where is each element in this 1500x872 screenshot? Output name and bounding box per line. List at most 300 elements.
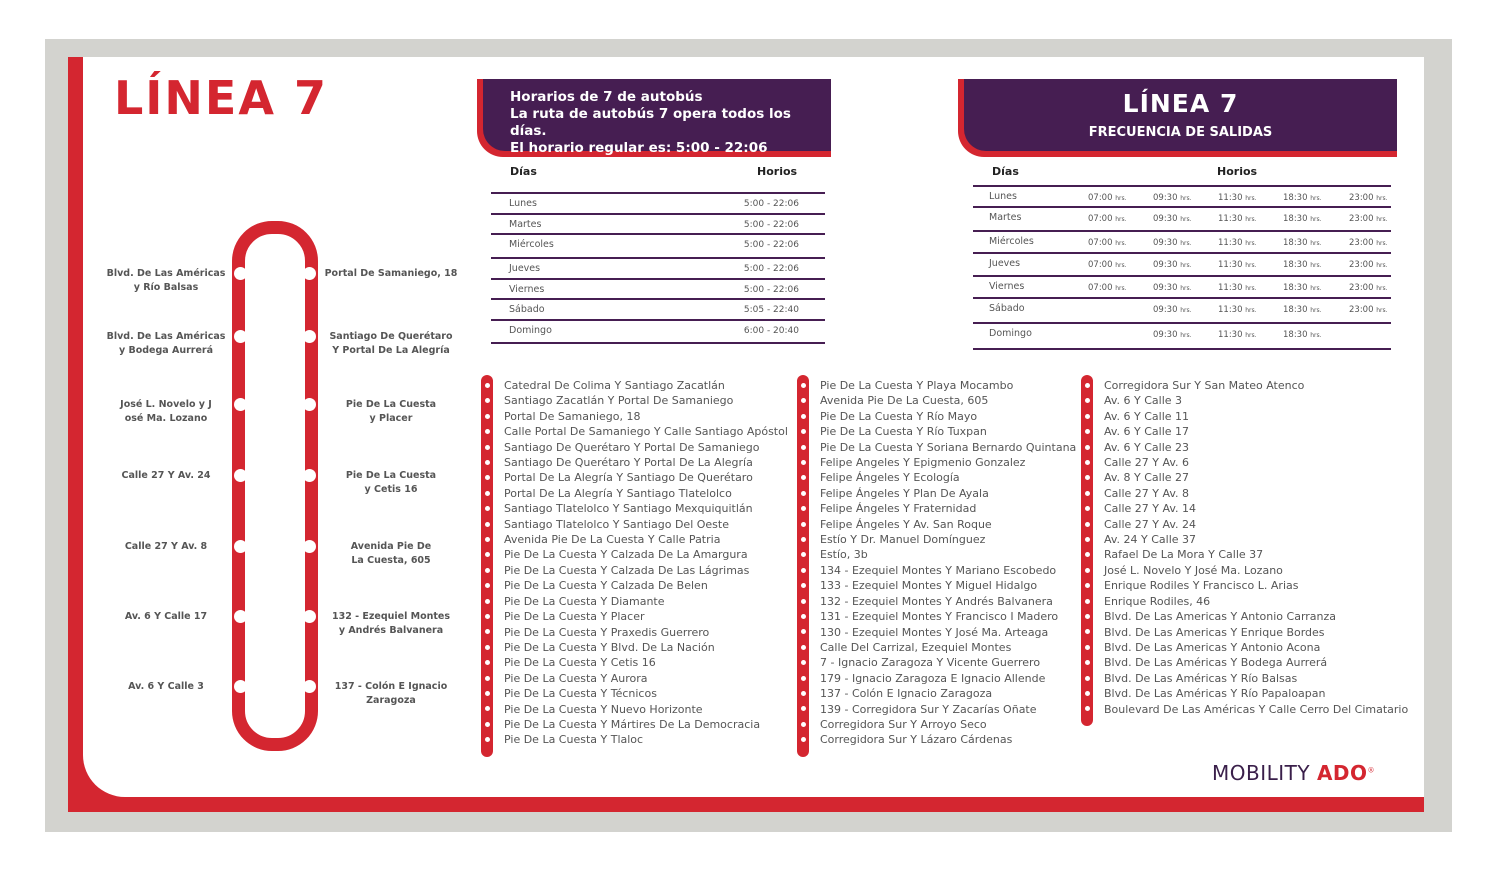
stop-list-item: Blvd. De Las Américas Y Bodega Aurrerá: [1104, 656, 1328, 670]
stop-list-item: 137 - Colón E Ignacio Zaragoza: [820, 687, 993, 701]
frequency-time: [1153, 283, 1192, 293]
stop-list-item: Av. 8 Y Calle 27: [1104, 471, 1190, 485]
stop-bullet-icon: [1085, 475, 1090, 480]
frequency-time-value: 11:30: [1218, 305, 1243, 315]
frequency-time: [1283, 283, 1322, 293]
stop-bullet-icon: [485, 460, 490, 465]
frequency-header: [958, 79, 1397, 157]
stop-bullet-icon: [801, 583, 806, 588]
schedule-row: [491, 192, 825, 213]
frequency-time-unit: hrs.: [1180, 285, 1192, 292]
stop-bullet-icon: [485, 445, 490, 450]
frequency-time-value: 23:00: [1349, 214, 1374, 224]
frequency-time-value: 18:30: [1283, 193, 1308, 203]
frequency-time-value: 18:30: [1283, 330, 1308, 340]
route-stop-label-right: [322, 540, 460, 567]
frequency-time: [1283, 305, 1322, 315]
stop-bullet-icon: [1085, 583, 1090, 588]
frequency-time-value: 07:00: [1088, 193, 1113, 203]
route-stop-label-line: y Andrés Balvanera: [338, 624, 444, 636]
schedule-day: Jueves: [509, 263, 541, 274]
frequency-time: [1283, 193, 1322, 203]
frequency-time-value: 07:00: [1088, 238, 1113, 248]
stop-list-item: Pie De La Cuesta Y Calzada De Belen: [504, 579, 708, 593]
frequency-time-value: 07:00: [1088, 283, 1113, 293]
frequency-row: [973, 206, 1391, 230]
stop-list-item: Pie De La Cuesta Y Placer: [504, 610, 645, 624]
route-stop-label-left: [96, 680, 236, 694]
stop-list-item: Pie De La Cuesta Y Técnicos: [504, 687, 657, 701]
route-stop-label-line: y Placer: [369, 412, 413, 424]
stop-bullet-icon: [1085, 645, 1090, 650]
stop-bullet-icon: [1085, 522, 1090, 527]
frequency-time-unit: hrs.: [1115, 240, 1127, 247]
stop-bullet-icon: [485, 676, 490, 681]
frequency-time-value: 23:00: [1349, 193, 1374, 203]
stop-bullet-icon: [1085, 398, 1090, 403]
stop-list-item: Felipe Ángeles Y Plan De Ayala: [820, 486, 989, 500]
stop-list-item: 133 - Ezequiel Montes Y Miguel Hidalgo: [820, 579, 1038, 593]
stop-bullet-icon: [801, 737, 806, 742]
stop-list-item: 134 - Ezequiel Montes Y Mariano Escobedo: [820, 563, 1057, 577]
route-stop-label-left: [96, 267, 236, 294]
stop-list-item: Rafael De La Mora Y Calle 37: [1104, 548, 1264, 562]
route-stop-label-left: [96, 330, 236, 357]
stop-bullet-icon: [1085, 599, 1090, 604]
schedule-table: [491, 192, 825, 344]
stop-list-item: Enrique Rodiles Y Francisco L. Arias: [1104, 579, 1299, 593]
route-stop-dot-right: [303, 540, 316, 553]
schedule-day: Miércoles: [509, 239, 554, 250]
frequency-time-value: 07:00: [1088, 260, 1113, 270]
stop-bullet-icon: [801, 660, 806, 665]
frequency-time: [1218, 214, 1257, 224]
route-stop-dot-right: [303, 398, 316, 411]
stop-list-item: Portal De Samaniego, 18: [504, 409, 641, 423]
logo-text-mobility: MOBILITY: [1212, 761, 1317, 785]
stop-list-item: Corregidora Sur Y Lázaro Cárdenas: [820, 733, 1013, 747]
schedule-row: [491, 213, 825, 234]
stop-list-item: Pie De La Cuesta Y Praxedis Guerrero: [504, 625, 710, 639]
stop-bullet-icon: [485, 506, 490, 511]
stop-list-item: Pie De La Cuesta Y Calzada De La Amargura: [504, 548, 748, 562]
route-stop-dot-right: [303, 330, 316, 343]
frequency-time-value: 18:30: [1283, 305, 1308, 315]
route-stop-label-line: Avenida Pie De: [350, 541, 432, 552]
stop-bullet-icon: [1085, 676, 1090, 681]
frequency-row: [973, 322, 1391, 348]
stop-bullet-icon: [801, 599, 806, 604]
logo-registered-mark: ®: [1367, 766, 1376, 775]
stop-list-item: Av. 6 Y Calle 17: [1104, 425, 1190, 439]
frequency-time-value: 18:30: [1283, 260, 1308, 270]
stop-list-item: Calle Portal De Samaniego Y Calle Santiago Apóstol: [504, 425, 788, 439]
stop-bullet-icon: [801, 629, 806, 634]
frequency-day: Lunes: [989, 191, 1017, 202]
frequency-time-value: 07:00: [1088, 214, 1113, 224]
stop-list-item: Calle 27 Y Av. 14: [1104, 502, 1197, 516]
stop-list-item: Felipe Angeles Y Epigmenio Gonzalez: [820, 456, 1026, 470]
frequency-time: [1088, 193, 1127, 203]
stop-list-item: Pie De La Cuesta Y Río Tuxpan: [820, 425, 987, 439]
stop-list-item: Santiago De Querétaro Y Portal De La Alegría: [504, 456, 753, 470]
stop-list-item: José L. Novelo Y José Ma. Lozano: [1104, 563, 1283, 577]
schedule-day: Sábado: [509, 304, 545, 315]
stop-bullet-icon: [1085, 429, 1090, 434]
frequency-time-unit: hrs.: [1245, 285, 1257, 292]
route-stop-label-line: y Cetis 16: [364, 483, 418, 495]
stop-bullet-icon: [485, 398, 490, 403]
stop-list-item: Pie De La Cuesta Y Calzada De Las Lágrimas: [504, 563, 750, 577]
stop-list-item: Boulevard De Las Américas Y Calle Cerro Del Cimatario: [1104, 702, 1409, 716]
stop-bullet-icon: [485, 706, 490, 711]
stop-bullet-icon: [485, 552, 490, 557]
frequency-time-unit: hrs.: [1376, 307, 1388, 314]
stop-bullet-icon: [1085, 552, 1090, 557]
route-stop-label-line: Av. 6 Y Calle 3: [128, 681, 204, 692]
stop-bullet-icon: [485, 629, 490, 634]
stop-list-item: Santiago De Querétaro Y Portal De Samaniego: [504, 440, 760, 454]
frequency-time-unit: hrs.: [1180, 240, 1192, 247]
route-stop-label-line: 132 - Ezequiel Montes: [331, 611, 451, 622]
stop-bullet-icon: [801, 706, 806, 711]
schedule-col-hours: Horios: [757, 165, 798, 178]
stop-list-item: Pie De La Cuesta Y Mártires De La Democracia: [504, 717, 761, 731]
stop-bullet-icon: [1085, 629, 1090, 634]
stop-list-item: 179 - Ignacio Zaragoza E Ignacio Allende: [820, 671, 1046, 685]
route-stop-label-line: Pie De La Cuesta: [345, 399, 437, 410]
route-stop-label-line: Blvd. De Las Américas: [106, 331, 226, 342]
schedule-day: Lunes: [509, 198, 537, 209]
stop-list-item: Avenida Pie De La Cuesta, 605: [820, 394, 989, 408]
stop-bullet-icon: [801, 722, 806, 727]
stop-list-item: Santiago Zacatlán Y Portal De Samaniego: [504, 394, 734, 408]
stop-list-item: Pie De La Cuesta Y Cetis 16: [504, 656, 656, 670]
stop-list-item: Santiago Tlatelolco Y Santiago Mexquiquitlán: [504, 502, 753, 516]
stop-list-item: Av. 24 Y Calle 37: [1104, 533, 1197, 547]
stop-list-item: Santiago Tlatelolco Y Santiago Del Oeste: [504, 517, 729, 531]
route-stop-label-right: [322, 469, 460, 496]
route-stop-label-line: Y Portal De La Alegría: [332, 344, 450, 356]
schedule-hours: 6:00 - 20:40: [743, 325, 799, 336]
stop-list-item: Estío, 3b: [820, 548, 868, 562]
frequency-time-value: 18:30: [1283, 283, 1308, 293]
route-stop-dot-right: [303, 680, 316, 693]
frequency-time-value: 09:30: [1153, 193, 1178, 203]
stop-bullet-icon: [801, 475, 806, 480]
frequency-time-unit: hrs.: [1245, 262, 1257, 269]
frequency-time: [1349, 260, 1388, 270]
route-stop-label-right: [322, 330, 460, 357]
frequency-time: [1218, 283, 1257, 293]
frequency-time-unit: hrs.: [1376, 216, 1388, 223]
route-stop-dot-right: [303, 267, 316, 280]
schedule-header: [477, 79, 831, 157]
route-stop-label-right: [322, 680, 460, 707]
stop-bullet-icon: [801, 614, 806, 619]
route-stop-label-line: La Cuesta, 605: [351, 554, 431, 566]
route-stop-label-right: [322, 398, 460, 425]
frequency-time-unit: hrs.: [1245, 332, 1257, 339]
frequency-time-unit: hrs.: [1245, 307, 1257, 314]
schedule-hours: 5:00 - 22:06: [743, 199, 799, 209]
stop-bullet-icon: [485, 414, 490, 419]
stop-bullet-icon: [485, 599, 490, 604]
stop-list-item: Av. 6 Y Calle 3: [1104, 394, 1183, 408]
stop-bullet-icon: [485, 568, 490, 573]
frequency-time-unit: hrs.: [1245, 195, 1257, 202]
stop-list-item: 139 - Corregidora Sur Y Zacarías Oñate: [820, 702, 1037, 716]
frequency-row: [973, 297, 1391, 322]
route-stop-label-right: [322, 610, 460, 637]
stop-bullet-icon: [801, 676, 806, 681]
frequency-time-unit: hrs.: [1180, 195, 1192, 202]
stop-bullet-icon: [1085, 460, 1090, 465]
frequency-time: [1088, 214, 1127, 224]
frequency-time-value: 11:30: [1218, 283, 1243, 293]
stop-bullet-icon: [801, 491, 806, 496]
frequency-time-unit: hrs.: [1115, 262, 1127, 269]
frequency-time-value: 11:30: [1218, 193, 1243, 203]
stop-bullet-icon: [801, 537, 806, 542]
stop-bullet-icon: [801, 398, 806, 403]
stop-bullet-icon: [485, 491, 490, 496]
stop-list-item: Enrique Rodiles, 46: [1104, 594, 1211, 608]
schedule-row: [491, 278, 825, 299]
frequency-time: [1349, 305, 1388, 315]
stop-bullet-icon: [485, 383, 490, 388]
stop-bullet-icon: [485, 722, 490, 727]
frequency-time-unit: hrs.: [1115, 216, 1127, 223]
stop-list-item: Calle 27 Y Av. 24: [1104, 517, 1197, 531]
frequency-time-value: 23:00: [1349, 260, 1374, 270]
stop-list-item: Blvd. De Las Americas Y Antonio Acona: [1104, 640, 1321, 654]
frequency-time: [1218, 330, 1257, 340]
route-stop-label-line: Calle 27 Y Av. 24: [121, 470, 211, 481]
frequency-time: [1153, 238, 1192, 248]
frequency-time: [1088, 283, 1127, 293]
stop-bullet-icon: [1085, 691, 1090, 696]
frequency-time: [1153, 260, 1192, 270]
stop-list-item: Corregidora Sur Y Arroyo Seco: [820, 717, 987, 731]
stop-bullet-icon: [801, 691, 806, 696]
stop-bullet-icon: [485, 691, 490, 696]
schedule-row: [491, 298, 825, 319]
frequency-time: [1088, 238, 1127, 248]
frequency-time-unit: hrs.: [1180, 262, 1192, 269]
schedule-day: Viernes: [509, 283, 545, 295]
stop-list-item: Calle 27 Y Av. 6: [1104, 456, 1190, 470]
stop-bullet-icon: [485, 475, 490, 480]
stop-bullet-icon: [801, 506, 806, 511]
stop-list: [1104, 378, 1408, 717]
frequency-time-value: 11:30: [1218, 260, 1243, 270]
stop-bullet-icon: [485, 737, 490, 742]
route-stop-label-left: [96, 398, 236, 425]
schedule-hours: 5:05 - 22:40: [743, 305, 799, 315]
route-stop-label-line: y Bodega Aurrerá: [118, 344, 214, 356]
frequency-time-unit: hrs.: [1310, 240, 1322, 247]
route-stop-label-line: Av. 6 Y Calle 17: [124, 611, 208, 622]
stop-bullet-icon: [801, 568, 806, 573]
stop-list-item: Portal De La Alegría Y Santiago De Querétaro: [504, 471, 753, 485]
frequency-time: [1349, 214, 1388, 224]
frequency-table: [973, 185, 1391, 350]
stop-list-item: Avenida Pie De La Cuesta Y Calle Patria: [504, 533, 721, 547]
route-stop-label-line: Calle 27 Y Av. 8: [124, 541, 208, 552]
frequency-day: Viernes: [989, 281, 1025, 292]
stop-bullet-icon: [801, 414, 806, 419]
stop-bullet-icon: [1085, 491, 1090, 496]
stop-list-item: Pie De La Cuesta Y Playa Mocambo: [820, 379, 1014, 392]
page-title: LÍNEA 7: [114, 71, 328, 125]
frequency-time-unit: hrs.: [1310, 332, 1322, 339]
frequency-time: [1153, 305, 1192, 315]
stop-bullet-icon: [801, 445, 806, 450]
stop-list-item: 132 - Ezequiel Montes Y Andrés Balvanera: [820, 594, 1053, 608]
frequency-time: [1218, 305, 1257, 315]
schedule-row: [491, 257, 825, 278]
schedule-day: Martes: [509, 218, 542, 230]
stop-list-item: Calle 27 Y Av. 8: [1104, 486, 1190, 500]
frequency-time: [1153, 330, 1192, 340]
frequency-col-days: Días: [992, 165, 1019, 178]
stop-list-item: Portal De La Alegría Y Santiago Tlatelolco: [504, 486, 732, 500]
frequency-time-unit: hrs.: [1310, 195, 1322, 202]
frequency-time-value: 09:30: [1153, 238, 1178, 248]
schedule-header-line3: El horario regular es: 5:00 - 22:06: [510, 140, 768, 156]
frequency-time-value: 09:30: [1153, 330, 1178, 340]
frequency-title: LÍNEA 7: [1122, 89, 1239, 118]
frequency-subtitle: FRECUENCIA DE SALIDAS: [1088, 125, 1273, 140]
stop-bullet-icon: [1085, 614, 1090, 619]
frequency-time: [1283, 214, 1322, 224]
frequency-time-value: 09:30: [1153, 283, 1178, 293]
stop-bullet-icon: [801, 429, 806, 434]
stop-list-item: Pie De La Cuesta Y Río Mayo: [820, 409, 978, 423]
frequency-time-unit: hrs.: [1180, 332, 1192, 339]
stop-list-item: Blvd. De Las Americas Y Antonio Carranza: [1104, 610, 1337, 624]
frequency-time: [1283, 330, 1322, 340]
stop-list-item: Pie De La Cuesta Y Diamante: [504, 594, 665, 608]
stop-bullet-icon: [485, 537, 490, 542]
frequency-time-value: 18:30: [1283, 238, 1308, 248]
stop-bullet-icon: [801, 383, 806, 388]
frequency-day: Jueves: [989, 258, 1021, 269]
frequency-time: [1218, 193, 1257, 203]
frequency-time-unit: hrs.: [1376, 285, 1388, 292]
frequency-time-unit: hrs.: [1310, 285, 1322, 292]
stop-list-item: 7 - Ignacio Zaragoza Y Vicente Guerrero: [820, 656, 1041, 670]
stop-list-item: Pie De La Cuesta Y Aurora: [504, 671, 648, 685]
route-loop: [232, 221, 318, 751]
stop-list-item: Blvd. De Las Americas Y Enrique Bordes: [1104, 625, 1325, 639]
frequency-time: [1218, 238, 1257, 248]
frequency-time: [1349, 283, 1388, 293]
frequency-day: Sábado: [989, 303, 1025, 314]
stop-list-item: Av. 6 Y Calle 23: [1104, 440, 1190, 454]
stop-bullet-icon: [1085, 568, 1090, 573]
frequency-col-hours: Horios: [1217, 165, 1258, 178]
stop-bullet-icon: [801, 645, 806, 650]
stop-bullet-icon: [485, 522, 490, 527]
frequency-time: [1153, 214, 1192, 224]
schedule-row: [491, 319, 825, 342]
frequency-time-unit: hrs.: [1245, 216, 1257, 223]
frequency-time-unit: hrs.: [1115, 195, 1127, 202]
route-stop-dot-right: [303, 610, 316, 623]
frequency-day: Domingo: [989, 328, 1032, 339]
schedule-hours: 5:00 - 22:06: [743, 284, 799, 295]
stop-list-item: Estío Y Dr. Manuel Domínguez: [820, 533, 986, 547]
route-stop-label-left: [96, 540, 236, 554]
stop-bullet-icon: [1085, 383, 1090, 388]
frequency-row: [973, 252, 1391, 275]
frequency-time-value: 09:30: [1153, 305, 1178, 315]
route-stop-label-line: Zaragoza: [366, 694, 416, 706]
frequency-time-value: 09:30: [1153, 214, 1178, 224]
route-stop-label-line: 137 - Colón E Ignacio: [334, 681, 448, 692]
schedule-day: Domingo: [509, 324, 552, 336]
schedule-table-end-rule: [491, 342, 825, 344]
stop-list-item: Pie De La Cuesta Y Tlaloc: [504, 733, 644, 747]
route-stop-label-line: Blvd. De Las Américas: [106, 268, 226, 279]
frequency-time-unit: hrs.: [1180, 216, 1192, 223]
route-stop-label-left: [96, 469, 236, 483]
stop-bullet-icon: [1085, 537, 1090, 542]
frequency-time: [1153, 193, 1192, 203]
frequency-time: [1088, 260, 1127, 270]
frequency-day: Martes: [989, 212, 1022, 223]
frequency-time-unit: hrs.: [1376, 262, 1388, 269]
frequency-time-value: 23:00: [1349, 238, 1374, 248]
stop-bullet-icon: [485, 645, 490, 650]
stop-bullet-icon: [485, 429, 490, 434]
route-stop-label-right: [322, 267, 460, 281]
frequency-time-unit: hrs.: [1115, 285, 1127, 292]
stop-list-item: Av. 6 Y Calle 11: [1104, 409, 1190, 423]
frequency-time-unit: hrs.: [1310, 307, 1322, 314]
route-stop-label-line: Pie De La Cuesta: [345, 470, 437, 481]
stop-list-item: Blvd. De Las Américas Y Río Papaloapan: [1104, 687, 1326, 701]
schedule-hours: 5:00 - 22:06: [743, 219, 799, 230]
route-stop-label-line: osé Ma. Lozano: [124, 412, 208, 424]
stop-list-item: Pie De La Cuesta Y Soriana Bernardo Quintana: [820, 440, 1077, 454]
frequency-day: Miércoles: [989, 236, 1034, 247]
stop-bullet-icon: [1085, 445, 1090, 450]
schedule-row: [491, 233, 825, 257]
stop-list-item: Pie De La Cuesta Y Nuevo Horizonte: [504, 702, 703, 716]
frequency-time-value: 11:30: [1218, 214, 1243, 224]
stop-bullet-icon: [1085, 506, 1090, 511]
stop-list-bar: [1081, 375, 1093, 726]
stop-bullet-icon: [485, 583, 490, 588]
route-stop-label-line: Portal De Samaniego, 18: [324, 268, 458, 279]
stop-list-item: Felipe Ángeles Y Ecología: [820, 471, 960, 485]
stop-bullet-icon: [801, 522, 806, 527]
frequency-time-value: 18:30: [1283, 214, 1308, 224]
frequency-time-value: 09:30: [1153, 260, 1178, 270]
stop-bullet-icon: [801, 460, 806, 465]
frequency-time: [1283, 238, 1322, 248]
schedule-col-days: Días: [510, 165, 537, 178]
logo-text-ado: ADO: [1316, 761, 1368, 785]
stop-list-item: Blvd. De Las Américas Y Río Balsas: [1104, 671, 1298, 685]
stop-list-item: Pie De La Cuesta Y Blvd. De La Nación: [504, 640, 715, 654]
frequency-time: [1218, 260, 1257, 270]
stop-list-item: 131 - Ezequiel Montes Y Francisco I Madero: [820, 610, 1059, 624]
frequency-row: [973, 185, 1391, 206]
